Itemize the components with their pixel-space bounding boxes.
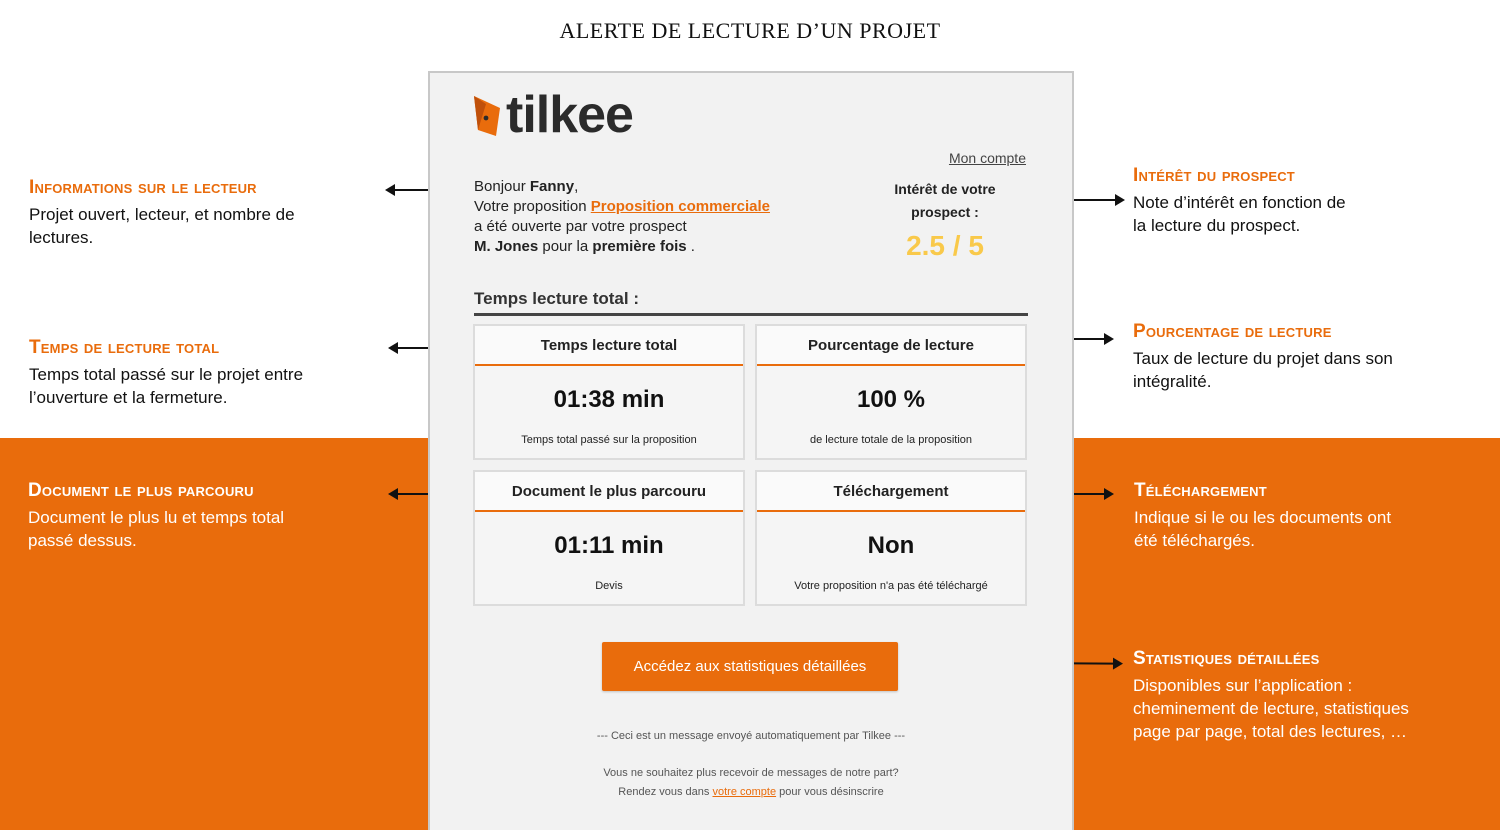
desc-line: Projet ouvert, lecteur, et nombre de	[29, 205, 295, 224]
desc-line: lectures.	[29, 228, 94, 247]
card-document	[473, 470, 745, 606]
annotation-telechargement	[1134, 480, 1494, 552]
card-note: Temps total passé sur la proposition	[521, 434, 697, 446]
card-note: de lecture totale de la proposition	[809, 434, 973, 446]
interest-label: Intérêt de votre	[894, 181, 996, 197]
card-value: Non	[867, 532, 915, 559]
annotation-statistiques	[1133, 648, 1495, 743]
annotation-interet	[1133, 165, 1493, 237]
desc-line: Document le plus lu et temps total	[28, 508, 285, 527]
desc-line: passé dessus.	[28, 531, 137, 550]
unsubscribe-line	[430, 786, 1072, 798]
annotation-desc	[1133, 347, 1493, 393]
annotation-desc	[1133, 674, 1495, 743]
card-heading: Temps lecture total	[475, 326, 743, 366]
desc-line: Temps total passé sur le projet entre	[29, 365, 304, 384]
annotation-temps	[29, 337, 389, 409]
annotation-desc	[29, 203, 389, 249]
annotation-pourcentage	[1133, 321, 1493, 393]
desc-line: Disponibles sur l’application :	[1133, 676, 1353, 695]
annotation-title: Temps de lecture total	[29, 337, 220, 358]
greeting-line: Bonjour Fanny,	[474, 178, 579, 195]
card-value: 01:11 min	[554, 532, 664, 559]
desc-line: Indique si le ou les documents ont	[1134, 508, 1392, 527]
unsubscribe-question: Vous ne souhaitez plus recevoir de messages de notre part?	[603, 767, 899, 779]
account-link[interactable]: Mon compte	[948, 150, 1026, 166]
footer-text-part: pour vous désinscrire	[779, 786, 884, 798]
interest-box	[870, 178, 1020, 262]
fox-logo-icon	[474, 90, 504, 140]
card-download	[755, 470, 1027, 606]
section-title: Temps lecture total :	[474, 289, 1028, 316]
card-total-time	[473, 324, 745, 460]
desc-line: page par page, total des lectures, …	[1133, 722, 1408, 741]
greeting-line	[474, 197, 770, 217]
interest-label: prospect :	[911, 204, 979, 220]
email-preview	[428, 71, 1074, 830]
page-title: ALERTE DE LECTURE D’UN PROJET	[559, 18, 941, 43]
card-percentage	[755, 324, 1027, 460]
annotation-title: Document le plus parcouru	[28, 480, 254, 501]
desc-line: Taux de lecture du projet dans son	[1133, 349, 1393, 368]
detailed-stats-button[interactable]: Accédez aux statistiques détaillées	[602, 642, 898, 691]
greeting-text-part: pour la	[542, 238, 589, 255]
greeting-line	[474, 237, 770, 257]
card-value: 100 %	[856, 386, 926, 413]
annotation-title: Intérêt du prospect	[1133, 165, 1295, 186]
logo-text: tilkee	[506, 86, 633, 144]
annotation-desc	[29, 363, 389, 409]
auto-message-notice: --- Ceci est un message envoyé automatiquement par Tilkee ---	[596, 730, 906, 742]
read-count: première fois	[592, 238, 687, 255]
annotation-title: Informations sur le lecteur	[29, 177, 257, 198]
annotation-title: Téléchargement	[1134, 480, 1267, 501]
desc-line: cheminement de lecture, statistiques	[1133, 699, 1409, 718]
reader-name: M. Jones	[474, 238, 539, 255]
greeting-text-part: Votre proposition	[474, 198, 587, 215]
annotation-title: Statistiques détaillées	[1133, 648, 1320, 669]
recipient-name: Fanny	[529, 178, 575, 195]
unsubscribe-account-link[interactable]: votre compte	[712, 786, 777, 798]
desc-line: la lecture du prospect.	[1133, 216, 1301, 235]
desc-line: l’ouverture et la fermeture.	[29, 388, 228, 407]
desc-line: été téléchargés.	[1134, 531, 1255, 550]
annotation-desc	[1133, 191, 1493, 237]
greeting-line: a été ouverte par votre prospect	[474, 218, 687, 235]
annotation-lecteur	[29, 177, 389, 249]
annotation-desc	[1134, 506, 1494, 552]
proposal-link[interactable]: Proposition commerciale	[590, 198, 770, 215]
greeting-hello: Bonjour	[474, 178, 526, 195]
card-heading: Pourcentage de lecture	[757, 326, 1025, 366]
card-heading: Document le plus parcouru	[475, 472, 743, 512]
desc-line: Note d’intérêt en fonction de	[1133, 193, 1346, 212]
annotation-document	[28, 480, 388, 552]
annotation-desc	[28, 506, 388, 552]
greeting-text	[474, 177, 770, 257]
footer-text-part: Rendez vous dans	[618, 786, 710, 798]
interest-score: 2.5 / 5	[906, 230, 984, 261]
desc-line: intégralité.	[1133, 372, 1212, 391]
tilkee-logo	[474, 85, 633, 145]
card-note: Devis	[595, 580, 623, 592]
card-note: Votre proposition n'a pas été téléchargé	[794, 580, 988, 592]
card-value: 01:38 min	[553, 386, 665, 413]
annotation-title: Pourcentage de lecture	[1133, 321, 1332, 342]
card-heading: Téléchargement	[757, 472, 1025, 512]
greeting-text-part: .	[690, 238, 695, 255]
